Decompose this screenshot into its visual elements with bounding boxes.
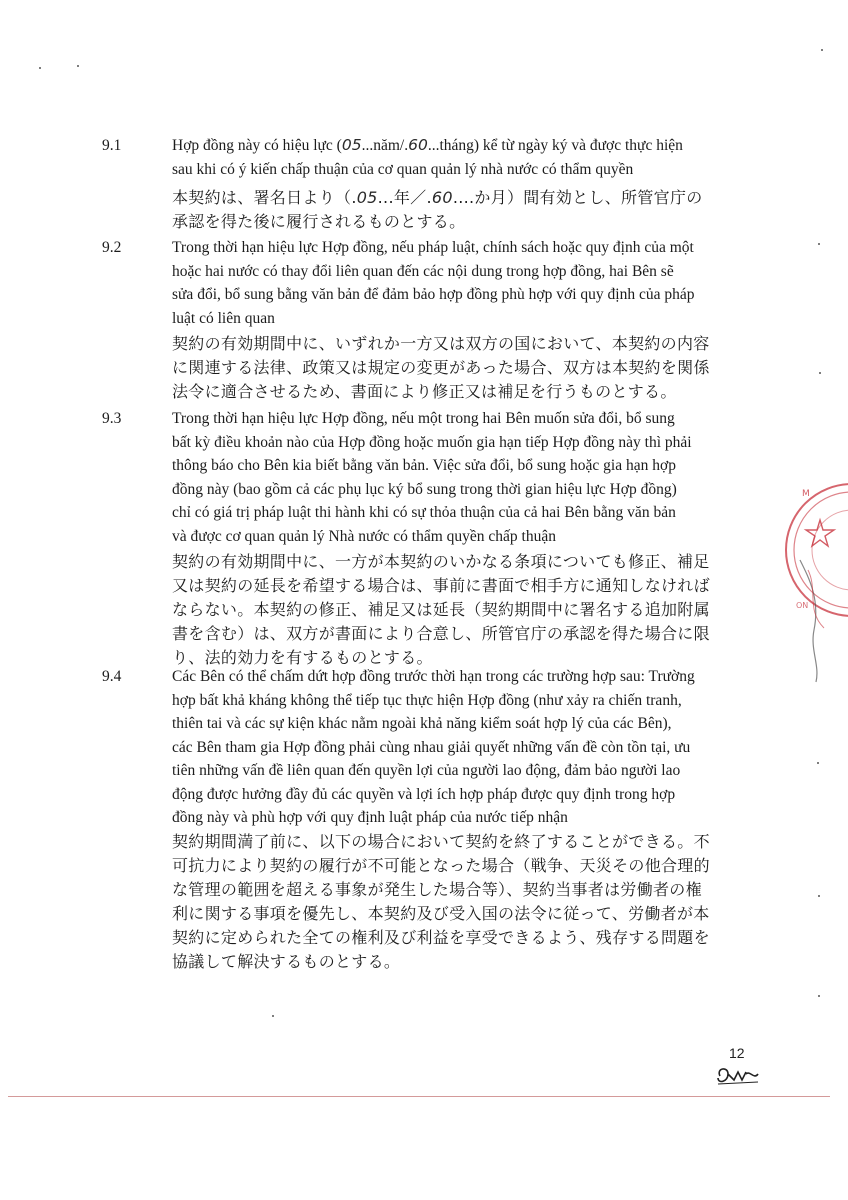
dots: .	[426, 188, 432, 207]
clause-text-ja	[172, 550, 784, 670]
text-line: sửa đổi, bổ sung bằng văn bản để đảm bảo hợp đồng phù hợp với quy định của pháp	[172, 286, 695, 303]
text-line: 契約に定められた全ての権利及び利益を享受できるよう、残存する問題を	[172, 928, 710, 947]
clause-text-vi	[172, 236, 782, 330]
text-line: hoặc hai nước có thay đổi liên quan đến các nội dung trong hợp đồng, hai Bên sẽ	[172, 262, 674, 280]
scan-speck	[819, 372, 821, 374]
text-line: 本契約は、署名日より（.05...年／.60....か月）間有効とし、所管官庁の	[172, 188, 703, 207]
clause-text-vi	[172, 407, 782, 548]
text-line: đồng này (bao gồm cả các phụ lục ký bổ sung trong thời gian hiệu lực Hợp đồng)	[172, 480, 677, 498]
dots: ...	[377, 188, 394, 207]
dots: .	[404, 137, 409, 154]
scan-speck	[821, 49, 823, 51]
text-line: Trong thời hạn hiệu lực Hợp đồng, nếu một trong hai Bên muốn sửa đổi, bổ sung	[172, 410, 675, 427]
text-line: Hợp đồng này có hiệu lực (05...năm/.60...tháng) kể từ ngày ký và được thực hiện	[172, 136, 683, 154]
clause-number: 9.1	[102, 137, 122, 154]
svg-text:M: M	[802, 489, 810, 499]
scan-speck	[817, 762, 819, 764]
text-line: bất kỳ điều khoản nào của Hợp đồng hoặc muốn gia hạn tiếp Hợp đồng này thì phải	[172, 433, 692, 451]
clause-number: 9.4	[102, 668, 122, 685]
text-line: các Bên tham gia Hợp đồng phải cùng nhau giải quyết những vấn đề còn tồn tại, ưu	[172, 738, 691, 756]
text-line: 利に関する事項を優先し、本契約及び受入国の法令に従って、労働者が本	[172, 904, 710, 923]
text-line: 協議して解決するものとする。	[172, 952, 401, 971]
text-line: に関連する法律、政策又は規定の変更があった場合、双方は本契約を関係	[172, 358, 710, 377]
handwritten-months: 60	[408, 136, 428, 154]
clause-number: 9.3	[102, 410, 122, 427]
footer-rule	[8, 1096, 830, 1097]
text-line: ならない。本契約の修正、補足又は延長（契約期間中に署名する追加附属	[172, 600, 710, 619]
text-line: Các Bên có thể chấm dứt hợp đồng trước thời hạn trong các trường hợp sau: Trường	[172, 668, 695, 685]
text-line: 承認を得た後に履行されるものとする。	[172, 212, 466, 231]
clause-text-vi	[172, 134, 782, 181]
text-line: chỉ có giá trị pháp luật thi hành khi có sự thỏa thuận của cả hai Bên bằng văn bản	[172, 504, 676, 521]
text-line: tiên những vấn đề liên quan đến quyền lợi của người lao động, đảm bảo người lao	[172, 762, 681, 779]
scan-speck	[77, 65, 79, 67]
text-line: sau khi có ý kiến chấp thuận của cơ quan quản lý nhà nước có thẩm quyền	[172, 160, 634, 178]
dots: .	[351, 188, 357, 207]
text-line: Trong thời hạn hiệu lực Hợp đồng, nếu pháp luật, chính sách hoặc quy định của một	[172, 239, 694, 256]
text-line: thiên tai và các sự kiện khác nằm ngoài khả năng kiểm soát hợp lý của các Bên),	[172, 715, 672, 732]
text-line: hợp bất khả kháng không thể tiếp tục thực hiện Hợp đồng (như xảy ra chiến tranh,	[172, 691, 682, 709]
text-line: luật có liên quan	[172, 309, 275, 327]
text-line: 契約の有効期間中に、いずれか一方又は双方の国において、本契約の内容	[172, 334, 710, 353]
text-line: động được hưởng đầy đủ các quyền và lợi ích hợp pháp được quy định trong hợp	[172, 785, 676, 803]
text-line: và được cơ quan quản lý Nhà nước có thẩm quyền chấp thuận	[172, 527, 556, 545]
text-line: 又は契約の延長を希望する場合は、事前に書面で相手方に通知しなければ	[172, 576, 710, 595]
clause-text-ja	[172, 186, 784, 234]
clause-text-ja	[172, 830, 784, 974]
text-line: 契約の有効期間中に、一方が本契約のいかなる条項についても修正、補足	[172, 552, 710, 571]
page-number: 12	[729, 1045, 745, 1061]
text-line: đồng này và phù hợp với quy định luật pháp của nước tiếp nhận	[172, 809, 568, 826]
dots: ....	[452, 188, 475, 207]
text-line: thông báo cho Bên kia biết bằng văn bản. Việc sửa đổi, bổ sung hoặc gia hạn hợp	[172, 457, 676, 474]
clause-text-ja	[172, 332, 784, 404]
text-line: り、法的効力を有するものとする。	[172, 648, 433, 667]
clause-number: 9.2	[102, 239, 122, 256]
text-line: 書を含む）は、双方が書面により合意し、所管官庁の承認を得た場合に限	[172, 624, 710, 643]
svg-text:ON: ON	[796, 601, 809, 610]
text-line: な管理の範囲を超える事象が発生した場合等）、契約当事者は労働者の権	[172, 880, 702, 899]
red-seal-stamp	[780, 460, 848, 690]
text-line: 法令に適合させるため、書面により修正又は補足を行うものとする。	[172, 382, 677, 401]
scan-speck	[818, 995, 820, 997]
dots: ...	[361, 137, 374, 154]
handwritten-years: 05	[341, 136, 362, 154]
text-line: 契約期間満了前に、以下の場合において契約を終了することができる。不	[172, 832, 710, 851]
scan-speck	[39, 67, 41, 69]
handwritten-months: 60	[431, 188, 453, 207]
scan-speck	[272, 1015, 274, 1017]
dots: ...	[427, 137, 440, 154]
clause-text-vi	[172, 665, 782, 830]
scan-speck	[818, 895, 820, 897]
initials-signature	[714, 1062, 762, 1088]
text-line: 可抗力により契約の履行が不可能となった場合（戦争、天災その他合理的	[172, 856, 710, 875]
handwritten-years: 05	[356, 188, 378, 207]
scan-speck	[818, 243, 820, 245]
